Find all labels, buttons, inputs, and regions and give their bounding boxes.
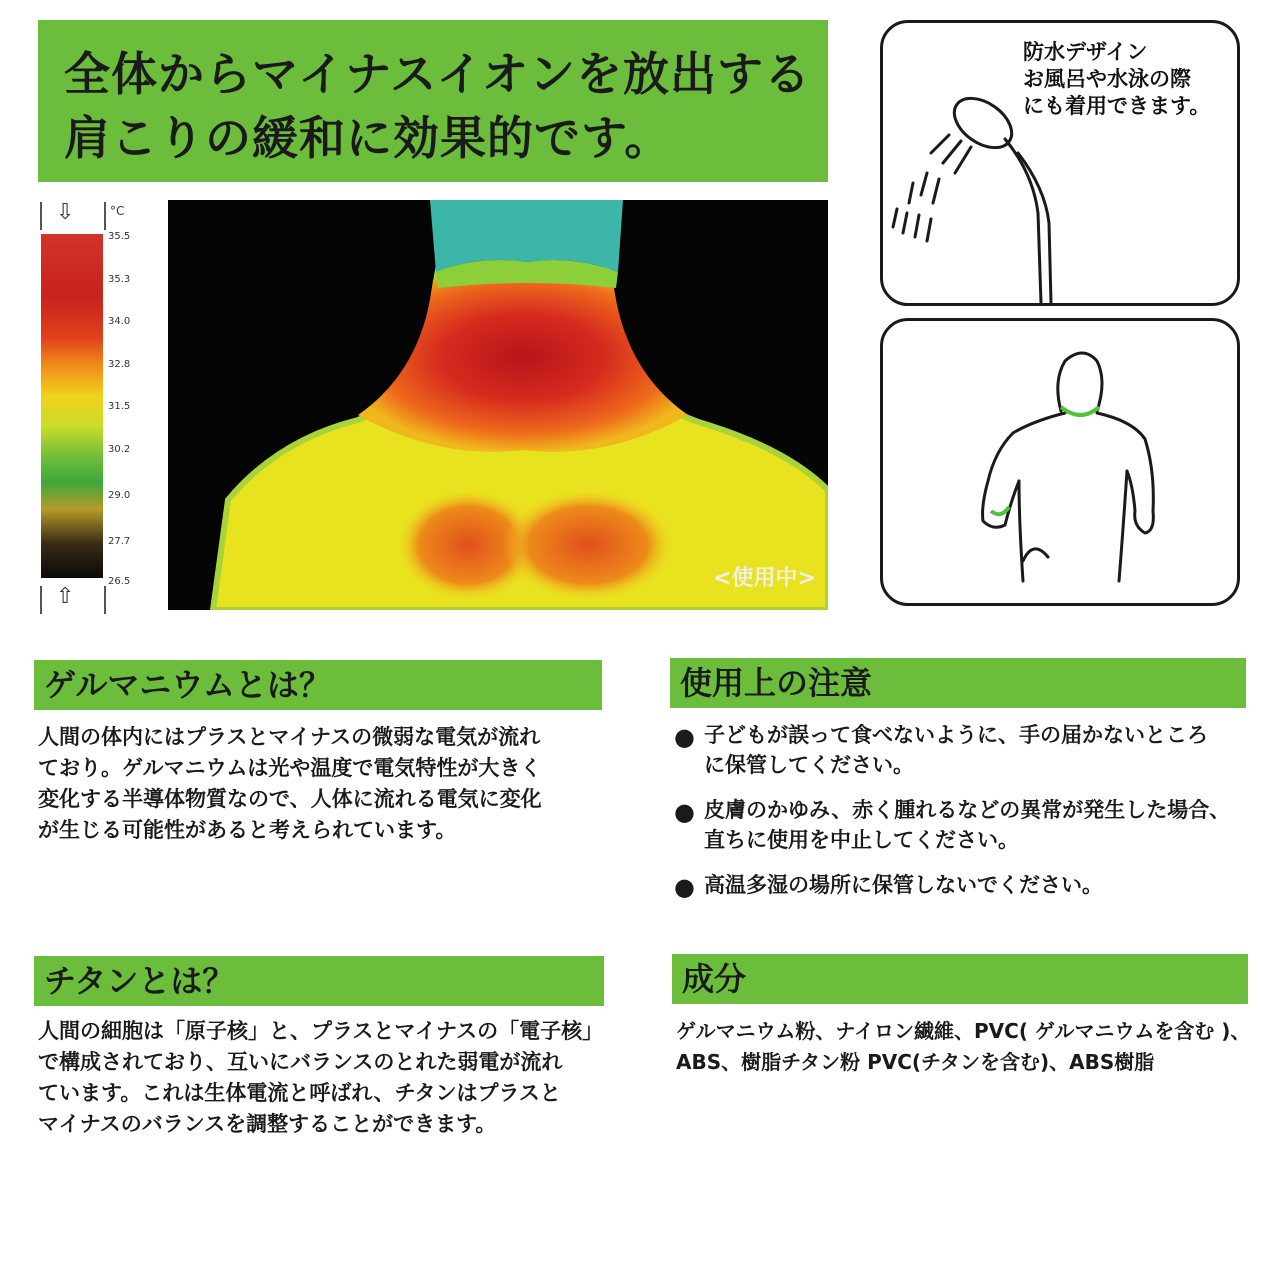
scale-divider-top-right	[104, 202, 106, 230]
thermal-body-graphic	[168, 200, 828, 610]
ingredients-line: ゲルマニウム粉、ナイロン繊維、PVC( ゲルマニウムを含む )、	[676, 1019, 1251, 1043]
scale-divider-top-left	[40, 202, 42, 230]
caution-text: 直ちに使用を中止してください。	[704, 828, 1019, 852]
temperature-scale	[38, 198, 148, 618]
scale-tick: 35.3	[108, 274, 131, 285]
shower-panel-line: 防水デザイン	[1023, 40, 1148, 64]
cautions-list	[670, 720, 1246, 900]
germanium-line: ており。ゲルマニウムは光や温度で電気特性が大きく	[38, 756, 542, 780]
chest-hot-zone-right	[503, 490, 673, 600]
arrow-down-icon: ⇩	[56, 200, 75, 225]
bullet-dot-icon: ●	[674, 723, 695, 751]
headline-line-2: 肩こりの緩和に効果的です。	[64, 111, 672, 165]
titanium-body	[34, 1016, 604, 1140]
temperature-gradient-bar	[41, 234, 103, 578]
titanium-section	[34, 956, 604, 1140]
shower-panel	[880, 20, 1240, 306]
ingredients-line: ABS、樹脂チタン粉 PVC(チタンを含む)、ABS樹脂	[676, 1050, 1155, 1074]
scale-divider-bottom-right	[104, 586, 106, 614]
cautions-section	[670, 658, 1246, 915]
bullet-dot-icon: ●	[674, 798, 695, 826]
scale-divider-bottom-left	[40, 586, 42, 614]
thermal-image	[168, 200, 828, 610]
thermal-label: <使用中>	[713, 566, 816, 591]
scale-tick: 30.2	[108, 444, 131, 455]
germanium-heading: ゲルマニウムとは？	[34, 660, 602, 710]
person-wearing-necklace-icon	[883, 321, 1240, 606]
titanium-line: ています。これは生体電流と呼ばれ、チタンはプラスと	[38, 1081, 561, 1105]
scale-unit: °C	[110, 204, 125, 218]
caution-text: 高温多湿の場所に保管しないでください。	[704, 873, 1103, 897]
shower-panel-line: にも着用できます。	[1023, 94, 1211, 118]
caution-item	[674, 795, 1246, 855]
scale-tick: 34.0	[108, 316, 131, 327]
headline-banner	[38, 20, 828, 182]
titanium-line: で構成されており、互いにバランスのとれた弱電が流れ	[38, 1050, 563, 1074]
germanium-body	[34, 722, 602, 846]
caution-text: 子どもが誤って食べないように、手の届かないところ	[704, 723, 1208, 747]
titanium-line: マイナスのバランスを調整することができます。	[38, 1112, 497, 1136]
scale-tick: 35.5	[108, 231, 131, 242]
ingredients-section	[672, 954, 1251, 1078]
titanium-line: 人間の細胞は「原子核」と、プラスとマイナスの「電子核」	[38, 1019, 604, 1043]
caution-text: 皮膚のかゆみ、赤く腫れるなどの異常が発生した場合、	[704, 798, 1231, 822]
ingredients-body	[672, 1016, 1251, 1078]
head-cool-zone	[430, 200, 623, 272]
bullet-dot-icon: ●	[674, 873, 695, 901]
germanium-section	[34, 660, 602, 846]
arrow-up-icon: ⇧	[56, 584, 75, 609]
scale-tick: 27.7	[108, 536, 131, 547]
germanium-line: が生じる可能性があると考えられています。	[38, 818, 457, 842]
titanium-heading: チタンとは？	[34, 956, 604, 1006]
caution-item	[674, 720, 1246, 780]
scale-tick: 26.5	[108, 576, 131, 587]
scale-tick: 32.8	[108, 359, 131, 370]
caution-text: に保管してください。	[704, 753, 914, 777]
germanium-line: 変化する半導体物質なので、人体に流れる電気に変化	[38, 787, 542, 811]
shower-panel-text	[1023, 39, 1210, 120]
cautions-heading: 使用上の注意	[670, 658, 1246, 708]
germanium-line: 人間の体内にはプラスとマイナスの微弱な電気が流れ	[38, 725, 541, 749]
wearer-panel	[880, 318, 1240, 606]
caution-item	[674, 870, 1246, 900]
scale-tick: 31.5	[108, 401, 131, 412]
shower-panel-line: お風呂や水泳の際	[1023, 67, 1191, 91]
headline-line-1: 全体からマイナスイオンを放出する	[64, 47, 811, 101]
ingredients-heading: 成分	[672, 954, 1248, 1004]
scale-tick: 29.0	[108, 490, 131, 501]
